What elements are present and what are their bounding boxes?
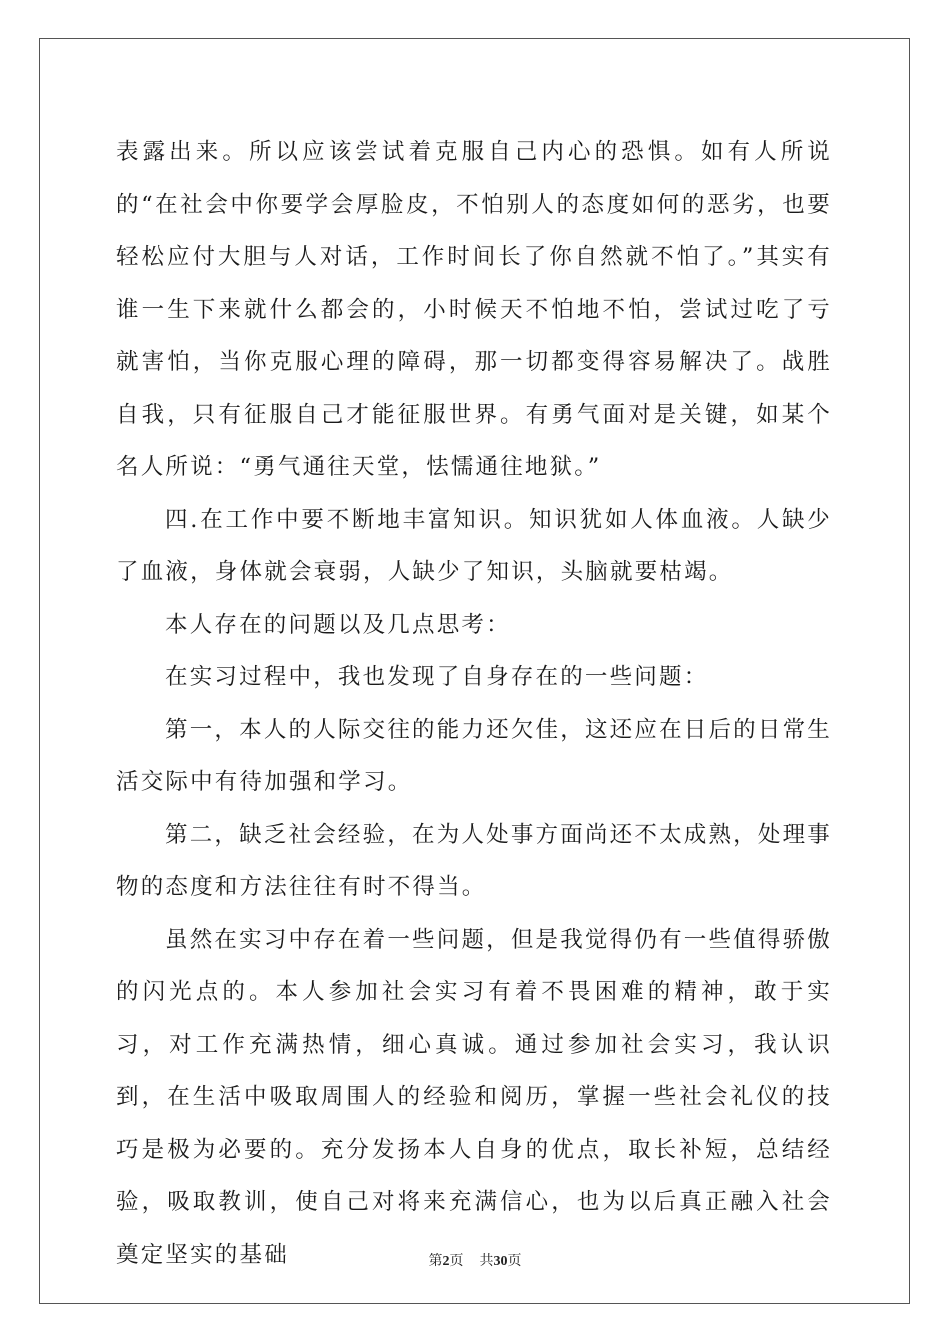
paragraph: 表露出来。所以应该尝试着克服自己内心的恐惧。如有人所说的“在社会中你要学会厚脸皮，不怕别人的态度如何的恶劣，也要轻松应付大胆与人对话，工作时间长了你自然就不怕了。”其实有谁一生下来就什么都会的，小时候天不怕地不怕，尝试过吃了亏就害怕，当你克服心理的障碍，那一切都变得容易解决了。战胜自我，只有征服自己才能征服世界。有勇气面对是关键，如某个名人所说：“勇气通往天堂，怯懦通往地狱。”: [116, 139, 832, 480]
document-body: [116, 126, 832, 1281]
paragraph: 本人存在的问题以及几点思考：: [165, 611, 511, 638]
paragraph: 虽然在实习中存在着一些问题，但是我觉得仍有一些值得骄傲的闪光点的。本人参加社会实习有着不畏困难的精神，敢于实习，对工作充满热情，细心真诚。通过参加社会实习，我认识到，在生活中吸取周围人的经验和阅历，掌握一些社会礼仪的技巧是极为必要的。充分发扬本人自身的优点，取长补短，总结经验，吸取教训，使自己对将来充满信心，也为以后真正融入社会奠定坚实的基础: [116, 926, 832, 1268]
paragraph: 在实习过程中，我也发现了自身存在的一些问题：: [165, 664, 709, 690]
paragraph: 四.在工作中要不断地丰富知识。知识犹如人体血液。人缺少了血液，身体就会衰弱，人缺少了知识，头脑就要枯竭。: [116, 506, 832, 585]
page-number: 2: [442, 1254, 450, 1269]
paragraph: 第二，缺乏社会经验，在为人处事方面尚还不太成熟，处理事物的态度和方法往往有时不得当。: [116, 821, 832, 900]
page-suffix: 页: [449, 1253, 464, 1269]
page-footer: [0, 1250, 950, 1270]
total-pages: 30: [493, 1254, 508, 1269]
total-suffix: 页: [507, 1253, 522, 1269]
total-prefix: 共: [479, 1253, 494, 1269]
page-prefix: 第: [428, 1253, 443, 1269]
paragraph: 第一，本人的人际交往的能力还欠佳，这还应在日后的日常生活交际中有待加强和学习。: [116, 716, 832, 795]
